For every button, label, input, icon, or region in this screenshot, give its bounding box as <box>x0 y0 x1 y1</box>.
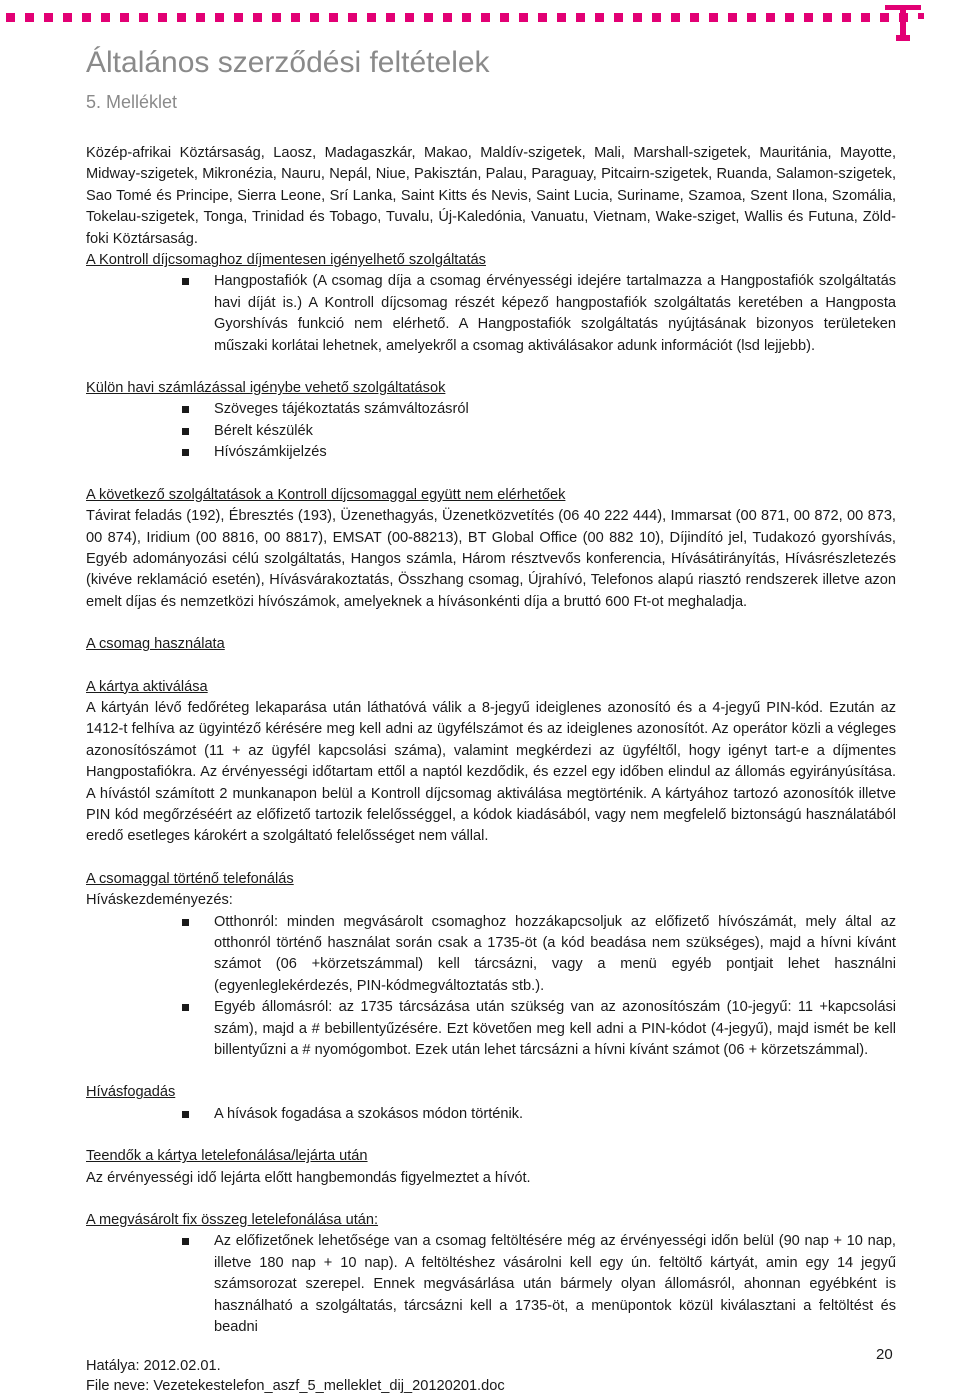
brand-dot <box>785 13 794 22</box>
country-list-paragraph: Közép-afrikai Köztársaság, Laosz, Madagaszkár, Makao, Maldív-szigetek, Mali, Marshall-szigetek, Mauritánia, Mayotte, Midway-szigetek, Mikronézia, Nauru, Nepál, Niue, Pakisztán, Palau, Paraguay, Pitcairn-szigetek, Ruanda, Salamon-szigetek, Sao Tomé és Principe, Sierra Leone, Srí Lanka, Saint Kitts és Nevis, Saint Lucia, Suriname, Szamoa, Szent Ilona, Szomália, Tokelau-szigetek, Tonga, Trinidad és Tobago, Tuvalu, Új-Kaledónia, Vanuatu, Vietnam, Wake-sziget, Wallis és Futuna, Zöld-foki Köztársaság. <box>86 145 896 247</box>
section-heading: A csomaggal történő telefonálás <box>86 870 294 887</box>
brand-dot <box>329 13 338 22</box>
brand-dot <box>177 13 186 22</box>
section-heading: Külön havi számlázással igénybe vehető szolgáltatások <box>86 380 446 397</box>
brand-dot <box>842 13 851 22</box>
section-heading: A kártya aktiválása <box>86 678 208 695</box>
brand-dot <box>405 13 414 22</box>
brand-dot <box>196 13 205 22</box>
brand-dot <box>576 13 585 22</box>
section-heading: A csomag használata <box>86 636 225 653</box>
brand-dot <box>671 13 680 22</box>
bullet-list <box>86 912 896 1062</box>
paragraph: Távirat feladás (192), Ébresztés (193), Üzenethagyás, Üzenetközvetítés (06 40 222 444), Immarsat (00 871, 00 872, 00 873, 00 874), Iridium (00 8816, 00 8817), EMSAT (00-88213), BT Global Office (00 882 10), Díjindító jel, Tudakozó gyorshívás, Egyéb adományozási célú szolgáltatás, Hangos számla, Három résztvevős konferencia, Hívásátirányítás, Hívásrészletezés (kivéve reklamáció esetén), Hívásvárakoztatás, Összhang csomag, Újrahívó, Telefonos alapú riasztó rendszerek illetve azon emelt díjas és nemzetközi hívószámok, amelyeknek a hívásonkénti díja a bruttó 600 Ft-ot meghaladja. <box>86 508 896 610</box>
bullet-list <box>86 271 896 357</box>
page-footer <box>86 1356 505 1396</box>
section-heading: A megvásárolt fix összeg letelefonálása után: <box>86 1212 379 1229</box>
list-item: Az előfizetőnek lehetősége van a csomag feltöltésére még az érvényességi időn belül (90 nap + 10 nap, illetve 180 nap + 10 nap). A feltöltéshez vásárolni kell egy ún. feltöltő kártyát, amin egy 14 jegyű számsorozat szerepel. Ennek megvásárlása után bármely olyan állomásról, ahonnan egyébként is használható a szolgáltatás, tárcsázni kell a 1735-öt, a menüpontok közül kiválasztani a feltöltést és beadni <box>86 1231 896 1338</box>
brand-dot <box>538 13 547 22</box>
page-subtitle: 5. Melléklet <box>86 92 178 112</box>
paragraph: Az érvényességi idő lejárta előtt hangbemondás figyelmeztet a hívót. <box>86 1169 531 1186</box>
list-item: A hívások fogadása a szokásos módon történik. <box>86 1104 896 1125</box>
brand-dot <box>747 13 756 22</box>
brand-dot <box>443 13 452 22</box>
validity-date: Hatálya: 2012.02.01. <box>86 1358 221 1374</box>
brand-dot <box>272 13 281 22</box>
list-item: Egyéb állomásról: az 1735 tárcsázása után szükség van az azonosítószám (10-jegyű: 11 +kapcsolási szám), majd a # bebillentyűzésére. Ezt követően meg kell adni a PIN-kódot (4-jegyű), majd ismét be kell billentyűzni a # nyomógombot. Ezek után lehet tárcsázni a hívni kívánt számot (06 + körzetszámmal). <box>86 997 896 1061</box>
brand-dot <box>481 13 490 22</box>
brand-dot <box>652 13 661 22</box>
brand-dot <box>557 13 566 22</box>
brand-dot <box>310 13 319 22</box>
brand-dot <box>595 13 604 22</box>
brand-dot <box>861 13 870 22</box>
brand-dot <box>462 13 471 22</box>
brand-dots <box>6 13 908 22</box>
brand-dot <box>728 13 737 22</box>
brand-dot <box>139 13 148 22</box>
brand-dot <box>215 13 224 22</box>
brand-dot <box>63 13 72 22</box>
section-heading: A Kontroll díjcsomaghoz díjmentesen igényelhető szolgáltatás <box>86 252 486 269</box>
brand-dot <box>804 13 813 22</box>
list-item: Bérelt készülék <box>86 421 896 442</box>
brand-dot <box>348 13 357 22</box>
brand-dot <box>614 13 623 22</box>
page-title: Általános szerződési feltételek <box>86 46 490 79</box>
brand-dot <box>82 13 91 22</box>
list-item: Otthonról: minden megvásárolt csomaghoz hozzákapcsoljuk az előfizető hívószámát, mely által az otthonról történő használat során csak a 1735-öt (a kód beadása nem szükséges), majd a hívni kívánt számot (06 +körzetszámmal) kell tárcsázni, vagy a menü egyéb pontjait lehet használni (egyenleglekérdezés, PIN-kódmegváltoztatás stb.). <box>86 912 896 998</box>
brand-dot <box>6 13 15 22</box>
brand-dot <box>424 13 433 22</box>
brand-dot <box>25 13 34 22</box>
brand-dot <box>44 13 53 22</box>
bullet-list <box>86 399 896 463</box>
list-item: Hívószámkijelzés <box>86 442 896 463</box>
list-item: Szöveges tájékoztatás számváltozásról <box>86 399 896 420</box>
brand-dot <box>120 13 129 22</box>
brand-dot <box>234 13 243 22</box>
bullet-list <box>86 1104 896 1125</box>
brand-dot <box>500 13 509 22</box>
file-name: File neve: Vezetekestelefon_aszf_5_melleklet_dij_20120201.doc <box>86 1378 505 1394</box>
list-item: Hangpostafiók (A csomag díja a csomag érvényességi idejére tartalmazza a Hangpostafiók szolgáltatás havi díját is.) A Kontroll díjcsomag részét képező hangpostafiók szolgáltatás keretében a Hangposta Gyorshívás funkció nem elérhető. A Hangpostafiók szolgáltatás nyújtásának bizonyos területeken műszaki korlátai lehetnek, amelyekről a csomag aktiválásakor adunk információt (lsd lejjebb). <box>86 271 896 357</box>
brand-dot <box>823 13 832 22</box>
brand-dot <box>709 13 718 22</box>
brand-dot <box>766 13 775 22</box>
sub-label: Híváskezdeményezés: <box>86 892 233 909</box>
brand-dot <box>633 13 642 22</box>
brand-dot <box>367 13 376 22</box>
page-number: 20 <box>876 1346 893 1363</box>
brand-dot <box>158 13 167 22</box>
section-heading: Teendők a kártya letelefonálása/lejárta után <box>86 1148 368 1165</box>
paragraph: A kártyán lévő fedőréteg lekaparása után láthatóvá válik a 8-jegyű ideiglenes azonosító és a 4-jegyű PIN-kód. Ezután az 1412-t felhíva az ügyintéző kérésére meg kell adni az ügyfélszámot és az ideiglenes azonosítót. Az operátor közli a végleges azonosítószámot (11 + az ügyfél kapcsolási száma), valamint megkérdezi az ügyféltől, hogy igényt tart-e a díjmentes Hangpostafiókra. Az érvényességi időtartam ettől a naptól kezdődik, és ezzel egy időben elindul az állomás egyirányúsítása. A hívástól számított 2 munkanapon belül a Kontroll díjcsomag aktiválása megtörténik. A kártyához tartozó azonosítók illetve PIN kód megőrzéséért az előfizető tartozik felelősséggel, a kódok kiadásából, vagy nem megfelelő biztonságú használatából eredő esetleges károkért a szolgáltató felelősséget nem vállal. <box>86 699 896 845</box>
brand-dot <box>253 13 262 22</box>
section-heading: A következő szolgáltatások a Kontroll díjcsomaggal együtt nem elérhetőek <box>86 486 566 503</box>
document-body <box>86 143 896 1339</box>
brand-dot <box>291 13 300 22</box>
section-heading: Hívásfogadás <box>86 1084 176 1101</box>
telekom-t-logo-icon <box>882 5 924 41</box>
brand-dot <box>519 13 528 22</box>
brand-dot <box>690 13 699 22</box>
bullet-list <box>86 1231 896 1338</box>
brand-dot <box>386 13 395 22</box>
brand-dot <box>101 13 110 22</box>
